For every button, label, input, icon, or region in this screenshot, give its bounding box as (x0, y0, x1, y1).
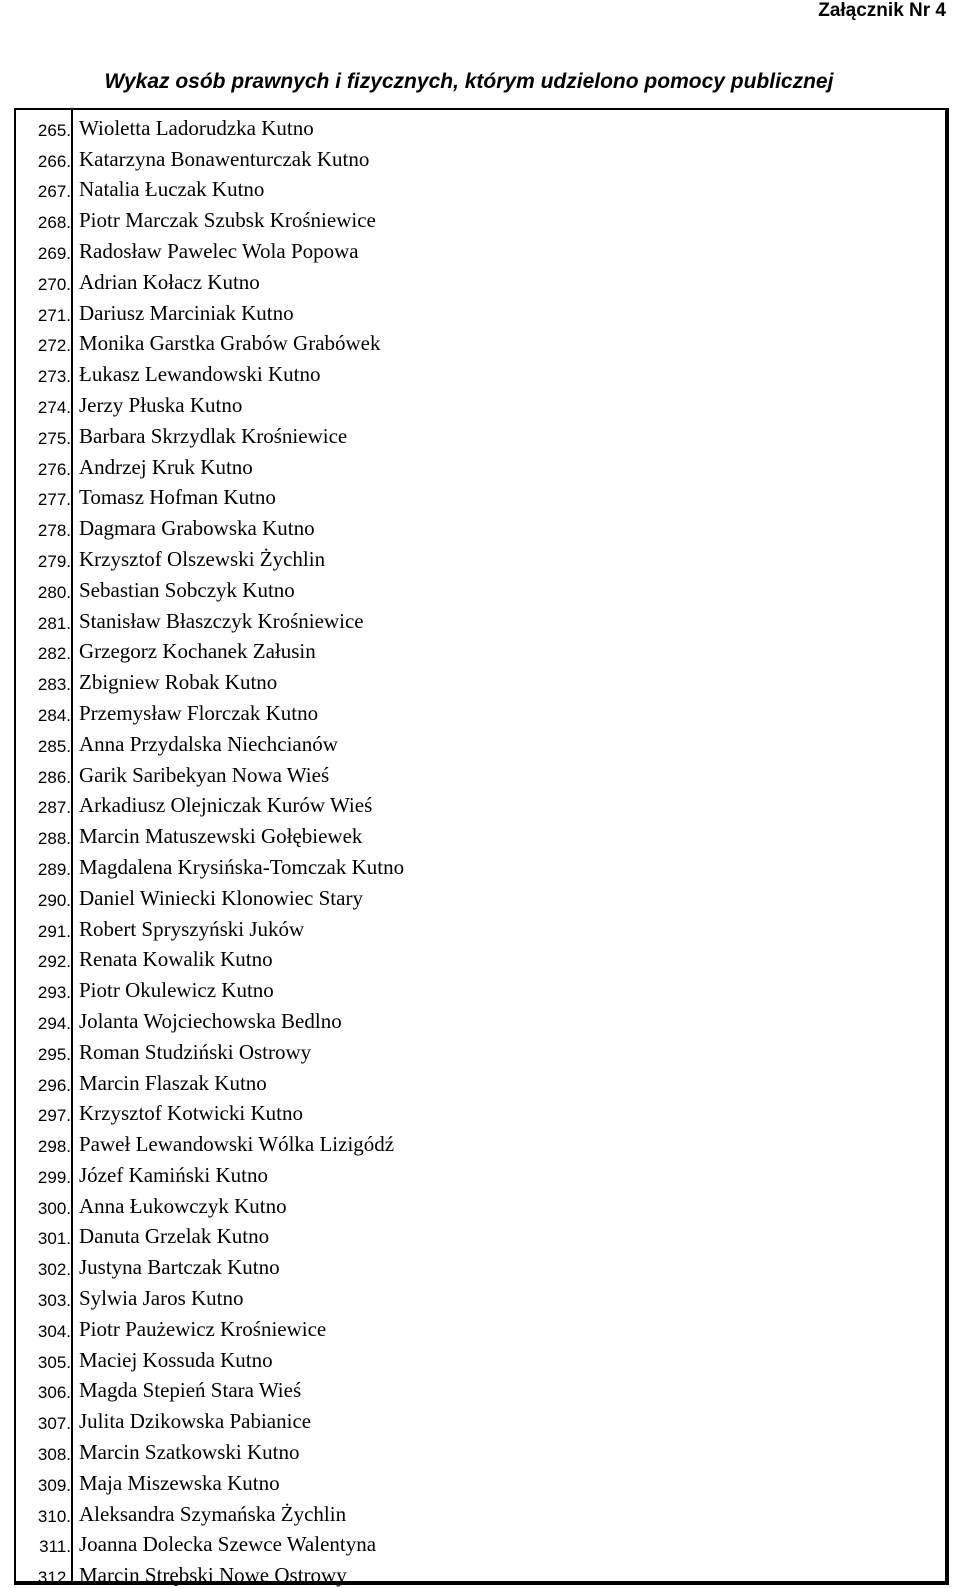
recipient-name: Tomasz Hofman Kutno (79, 485, 276, 510)
table-row (16, 1557, 945, 1588)
row-number: 274. (37, 397, 71, 417)
recipient-name: Arkadiusz Olejniczak Kurów Wieś (79, 793, 373, 818)
row-number: 283. (37, 675, 71, 695)
row-number: 307. (37, 1414, 71, 1434)
row-number: 295. (37, 1044, 71, 1064)
recipient-name: Dariusz Marciniak Kutno (79, 300, 294, 325)
row-number: 300. (37, 1198, 71, 1218)
table-row (16, 510, 945, 541)
table-row (16, 1311, 945, 1342)
table-row (16, 1342, 945, 1373)
recipient-name: Maja Miszewska Kutno (79, 1470, 280, 1495)
table-row (16, 849, 945, 880)
table-row (16, 664, 945, 695)
table-row (16, 172, 945, 203)
table-row (16, 942, 945, 973)
row-number: 305. (37, 1352, 71, 1372)
row-number: 291. (37, 921, 71, 941)
recipient-name: Krzysztof Kotwicki Kutno (79, 1101, 303, 1126)
table-row (16, 788, 945, 819)
table-row (16, 603, 945, 634)
table-row (16, 572, 945, 603)
recipient-name: Łukasz Lewandowski Kutno (79, 362, 321, 387)
table-row (16, 1188, 945, 1219)
row-number: 293. (37, 983, 71, 1003)
recipient-name: Marcin Szatkowski Kutno (79, 1440, 300, 1465)
recipient-name: Sylwia Jaros Kutno (79, 1286, 244, 1311)
table-row (16, 757, 945, 788)
table-row (16, 1126, 945, 1157)
recipient-name: Paweł Lewandowski Wólka Lizigódź (79, 1132, 395, 1157)
row-number: 308. (37, 1445, 71, 1465)
row-number: 267. (37, 182, 71, 202)
table-row (16, 1403, 945, 1434)
row-number: 306. (37, 1383, 71, 1403)
row-number: 269. (37, 243, 71, 263)
row-number: 289. (37, 859, 71, 879)
row-number: 285. (37, 736, 71, 756)
recipient-name: Marcin Strębski Nowe Ostrowy (79, 1563, 347, 1588)
table-row (16, 634, 945, 665)
table-row (16, 233, 945, 264)
row-number: 287. (37, 798, 71, 818)
row-number: 281. (37, 613, 71, 633)
table-row (16, 1096, 945, 1127)
row-number: 277. (37, 490, 71, 510)
recipient-name: Sebastian Sobczyk Kutno (79, 577, 295, 602)
row-number: 273. (37, 367, 71, 387)
row-number: 279. (37, 551, 71, 571)
row-number: 265. (37, 120, 71, 140)
recipient-name: Adrian Kołacz Kutno (79, 269, 260, 294)
table-row (16, 1373, 945, 1404)
table-row (16, 356, 945, 387)
recipient-name: Zbigniew Robak Kutno (79, 670, 278, 695)
table-row (16, 695, 945, 726)
row-number: 286. (37, 767, 71, 787)
table-row (16, 1219, 945, 1250)
recipient-name: Renata Kowalik Kutno (79, 947, 273, 972)
row-number: 297. (37, 1106, 71, 1126)
table-row (16, 541, 945, 572)
table-row (16, 449, 945, 480)
recipient-name: Piotr Paużewicz Krośniewice (79, 1316, 327, 1341)
table-row (16, 1065, 945, 1096)
recipient-name: Danuta Grzelak Kutno (79, 1224, 270, 1249)
table-row (16, 1434, 945, 1465)
table-row (16, 1157, 945, 1188)
row-number: 282. (37, 644, 71, 664)
row-number: 288. (37, 829, 71, 849)
recipient-name: Natalia Łuczak Kutno (79, 177, 265, 202)
row-number: 275. (37, 428, 71, 448)
row-number: 272. (37, 336, 71, 356)
row-number: 301. (37, 1229, 71, 1249)
table-row (16, 726, 945, 757)
recipient-name: Anna Łukowczyk Kutno (79, 1193, 287, 1218)
recipient-name: Aleksandra Szymańska Żychlin (79, 1501, 347, 1526)
table-row (16, 1465, 945, 1496)
recipient-name: Piotr Marczak Szubsk Krośniewice (79, 208, 376, 233)
recipient-name: Robert Spryszyński Juków (79, 916, 305, 941)
recipient-name: Joanna Dolecka Szewce Walentyna (79, 1532, 377, 1557)
row-number: 294. (37, 1013, 71, 1033)
recipient-name: Piotr Okulewicz Kutno (79, 978, 274, 1003)
recipient-name: Wioletta Ladorudzka Kutno (79, 115, 314, 140)
row-number: 280. (37, 582, 71, 602)
row-number: 276. (37, 459, 71, 479)
recipient-name: Radosław Pawelec Wola Popowa (79, 238, 359, 263)
table-row (16, 818, 945, 849)
table-row (16, 295, 945, 326)
recipient-name: Roman Studziński Ostrowy (79, 1039, 312, 1064)
recipient-name: Marcin Flaszak Kutno (79, 1070, 267, 1095)
row-number: 302. (37, 1260, 71, 1280)
recipient-name: Maciej Kossuda Kutno (79, 1347, 273, 1372)
table-row (16, 387, 945, 418)
table-row (16, 1527, 945, 1558)
table-rows (16, 110, 945, 1588)
recipient-name: Garik Saribekyan Nowa Wieś (79, 762, 330, 787)
attachment-label: Załącznik Nr 4 (818, 0, 946, 21)
recipient-name: Przemysław Florczak Kutno (79, 700, 319, 725)
row-number: 311. (39, 1537, 71, 1557)
table-row (16, 1280, 945, 1311)
row-number: 296. (37, 1075, 71, 1095)
row-number: 309. (37, 1475, 71, 1495)
table-row (16, 911, 945, 942)
recipient-name: Jerzy Płuska Kutno (79, 392, 243, 417)
table-row (16, 1003, 945, 1034)
table-row (16, 972, 945, 1003)
row-number: 271. (37, 305, 71, 325)
table-row (16, 202, 945, 233)
row-number: 298. (37, 1137, 71, 1157)
row-number: 278. (37, 521, 71, 541)
recipient-name: Magda Stepień Stara Wieś (79, 1378, 302, 1403)
document-title: Wykaz osób prawnych i fizycznych, którym udzielono pomocy publicznej (104, 70, 834, 93)
table-row (16, 418, 945, 449)
recipient-name: Magdalena Krysińska-Tomczak Kutno (79, 854, 405, 879)
recipient-name: Marcin Matuszewski Gołębiewek (79, 824, 363, 849)
row-number: 303. (37, 1291, 71, 1311)
row-number: 284. (37, 705, 71, 725)
recipient-name: Jolanta Wojciechowska Bedlno (79, 1008, 342, 1033)
table-row (16, 264, 945, 295)
recipient-name: Justyna Bartczak Kutno (79, 1255, 280, 1280)
row-number: 266. (37, 151, 71, 171)
table-row (16, 110, 945, 141)
table-row (16, 1249, 945, 1280)
row-number: 270. (37, 274, 71, 294)
recipient-name: Krzysztof Olszewski Żychlin (79, 546, 326, 571)
table-row (16, 880, 945, 911)
recipient-name: Anna Przydalska Niechcianów (79, 731, 338, 756)
table-row (16, 480, 945, 511)
row-number: 290. (37, 890, 71, 910)
recipient-name: Monika Garstka Grabów Grabówek (79, 331, 381, 356)
table-row (16, 1496, 945, 1527)
row-number: 268. (37, 213, 71, 233)
row-number: 312. (37, 1568, 71, 1588)
recipient-name: Józef Kamiński Kutno (79, 1162, 268, 1187)
recipient-name: Stanisław Błaszczyk Krośniewice (79, 608, 364, 633)
recipient-name: Barbara Skrzydlak Krośniewice (79, 423, 348, 448)
row-number: 292. (37, 952, 71, 972)
recipient-name: Daniel Winiecki Klonowiec Stary (79, 885, 363, 910)
row-number: 304. (37, 1321, 71, 1341)
recipient-name: Julita Dzikowska Pabianice (79, 1409, 312, 1434)
table-row (16, 326, 945, 357)
table-row (16, 1034, 945, 1065)
recipient-name: Dagmara Grabowska Kutno (79, 516, 315, 541)
table-row (16, 141, 945, 172)
recipient-name: Grzegorz Kochanek Załusin (79, 639, 316, 664)
row-number: 310. (37, 1506, 71, 1526)
recipient-name: Andrzej Kruk Kutno (79, 454, 253, 479)
recipient-name: Katarzyna Bonawenturczak Kutno (79, 146, 370, 171)
row-number: 299. (37, 1167, 71, 1187)
